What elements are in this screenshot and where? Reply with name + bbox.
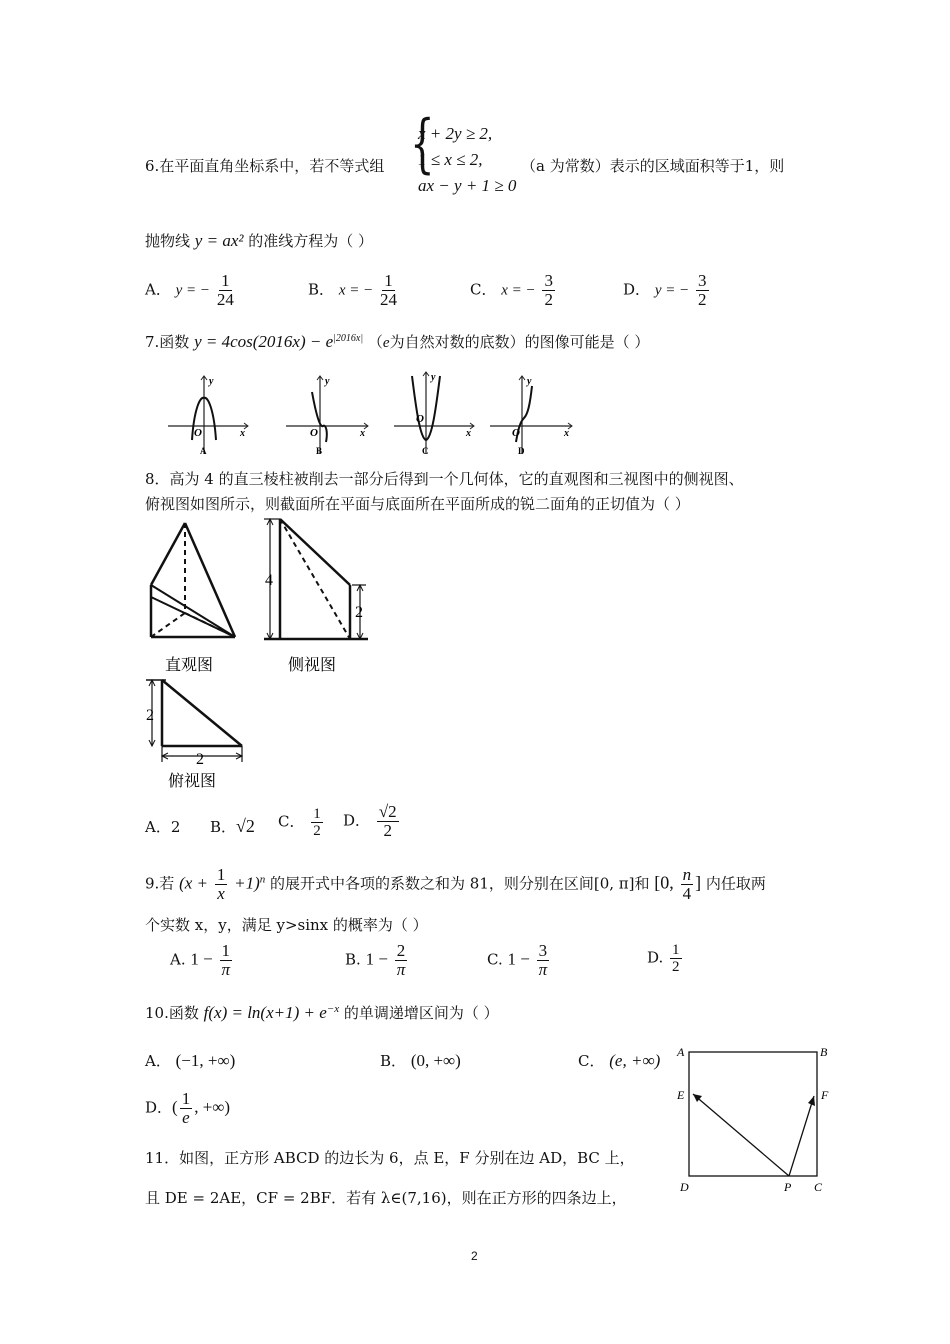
q7-graph-b-origin: O bbox=[310, 427, 318, 439]
q7-function: y = 4cos(2016x) − e bbox=[194, 332, 334, 351]
q8-option-d-label: D． bbox=[343, 811, 371, 830]
q7-graph-b-y: y bbox=[325, 376, 330, 387]
q9-stem-a: 9.若 bbox=[145, 874, 175, 893]
q6-line2 bbox=[145, 230, 373, 251]
q9-stem-b: 的展开式中各项的系数之和为 81，则分别在区间[0, π]和 bbox=[270, 874, 650, 893]
q8-option-d-den: 2 bbox=[383, 821, 392, 840]
q8-line1: 8．高为 4 的直三棱柱被削去一部分后得到一个几何体，它的直观图和三视图中的侧视图、 bbox=[145, 470, 744, 488]
q8-option-b-value: √2 bbox=[236, 816, 255, 836]
q10-option-c-label: C． bbox=[578, 1052, 605, 1070]
q10-option-d-label: D． bbox=[145, 1098, 173, 1117]
q8-option-c-den: 2 bbox=[313, 823, 321, 839]
q8-option-b[interactable] bbox=[210, 816, 255, 837]
q6-eq1: x + 2y ≥ 2, bbox=[418, 124, 493, 143]
q6-brace: { bbox=[410, 107, 435, 181]
q6-eq3: ax − y + 1 ≥ 0 bbox=[418, 176, 517, 195]
q6-option-d-label: D． bbox=[623, 280, 651, 299]
q6-option-b-label: B． bbox=[308, 280, 335, 299]
q8-option-d-num: √2 bbox=[378, 802, 397, 821]
q7-graph-d-origin: O bbox=[512, 427, 520, 439]
q6-note: （a 为常数）表示的区域面积等于1，则 bbox=[521, 157, 785, 175]
q7-graph-b-x: x bbox=[360, 428, 365, 439]
q8-option-a[interactable]: A．2 bbox=[145, 818, 181, 836]
q8-option-b-label: B． bbox=[210, 818, 237, 836]
q6-option-c-num: 3 bbox=[544, 271, 553, 290]
q7-graph-a-label: A bbox=[200, 446, 207, 456]
q10-option-b[interactable] bbox=[380, 1050, 461, 1071]
q9-option-b[interactable] bbox=[345, 942, 409, 979]
q9-option-a-lhs: 1 − bbox=[190, 949, 213, 969]
q9-option-a[interactable] bbox=[170, 942, 234, 979]
q10-exponent: −x bbox=[326, 1003, 340, 1015]
q8-figure-top-view bbox=[140, 674, 252, 792]
q6-option-d-den: 2 bbox=[698, 290, 707, 309]
q11-line2: 且 DE = 2AE，CF = 2BF．若有 λ∈(7,16)，则在正方形的四条边上， bbox=[145, 1189, 627, 1207]
q9-option-c-lhs: 1 − bbox=[507, 949, 530, 969]
q7-graph-c-origin: O bbox=[416, 413, 424, 425]
q6-option-b-den: 24 bbox=[380, 290, 397, 309]
q11-label-f: F bbox=[821, 1088, 829, 1102]
q10-option-b-label: B． bbox=[380, 1052, 407, 1070]
q7-stem bbox=[145, 331, 649, 352]
q7-graph-a-origin: O bbox=[194, 427, 202, 439]
q9-option-d-den: 2 bbox=[672, 959, 680, 975]
q9-option-c-label: C. bbox=[487, 950, 503, 969]
q9-expr-open: (x + bbox=[179, 873, 209, 893]
q6-eq2: 1 ≤ x ≤ 2, bbox=[418, 150, 483, 169]
q8-option-c-num: 1 bbox=[313, 806, 321, 822]
q6-option-a-lhs: y = − bbox=[175, 282, 211, 299]
q8-figure-intuitive bbox=[145, 515, 245, 680]
q6-parabola: y = ax² bbox=[194, 231, 244, 250]
q10-option-a[interactable] bbox=[145, 1050, 235, 1071]
q9-interval-den: 4 bbox=[682, 884, 692, 903]
q9-exponent: n bbox=[259, 873, 266, 886]
q6-option-c-lhs: x = − bbox=[501, 282, 536, 299]
q9-line2: 个实数 x，y，满足 y>sinx 的概率为（ ） bbox=[145, 916, 428, 934]
q9-interval-num: n bbox=[682, 865, 692, 884]
q10-option-a-value: (−1, +∞) bbox=[175, 1051, 236, 1070]
q8-top-label-2a: 2 bbox=[146, 707, 154, 724]
q9-option-b-lhs: 1 − bbox=[365, 949, 388, 969]
q7-graph-d[interactable] bbox=[486, 370, 576, 460]
q7-graph-c-y: y bbox=[431, 372, 436, 383]
q6-option-d-lhs: y = − bbox=[654, 282, 690, 299]
q9-option-c-num: 3 bbox=[538, 941, 548, 960]
q9-option-a-label: A. bbox=[170, 950, 186, 969]
q6-option-c-label: C． bbox=[470, 280, 497, 299]
q7-graph-a-y: y bbox=[209, 376, 214, 387]
q10-option-b-value: (0, +∞) bbox=[410, 1051, 461, 1070]
q9-option-b-label: B. bbox=[345, 950, 361, 969]
q11-label-p: P bbox=[784, 1180, 792, 1194]
q6-option-c[interactable] bbox=[470, 272, 557, 309]
q7-graph-c[interactable] bbox=[390, 368, 478, 460]
q8-side-label-4: 4 bbox=[265, 572, 273, 589]
q9-option-a-num: 1 bbox=[221, 941, 231, 960]
q6-option-c-den: 2 bbox=[544, 290, 553, 309]
q11-label-a: A bbox=[677, 1045, 685, 1059]
q6-intro: 6.在平面直角坐标系中，若不等式组 bbox=[145, 157, 385, 175]
q11-square-figure bbox=[672, 1038, 842, 1198]
q10-option-d-pre: ( bbox=[172, 1097, 178, 1117]
q10-stem-b: 的单调递增区间为（ ） bbox=[343, 1004, 499, 1022]
q6-option-a-label: A． bbox=[145, 280, 171, 299]
q9-option-d-label: D. bbox=[647, 948, 664, 967]
q8-top-label-2b: 2 bbox=[196, 751, 204, 768]
q7-e: e bbox=[382, 335, 390, 351]
q8-figure-side-view bbox=[258, 515, 373, 680]
q7-graph-a[interactable] bbox=[164, 370, 252, 460]
q10-option-d-num: 1 bbox=[181, 1089, 191, 1108]
q10-stem bbox=[145, 1002, 499, 1023]
q6-option-a[interactable] bbox=[145, 272, 236, 309]
q7-exponent: |2016x| bbox=[333, 333, 364, 344]
q6-option-a-num: 1 bbox=[221, 271, 230, 290]
q7-graph-a-x: x bbox=[240, 428, 245, 439]
q10-stem-a: 10.函数 bbox=[145, 1004, 199, 1022]
q9-option-d[interactable] bbox=[647, 942, 684, 975]
q6-system bbox=[418, 121, 516, 199]
q11-label-d: D bbox=[680, 1180, 689, 1194]
q10-function: f(x) = ln(x+1) + e bbox=[203, 1003, 327, 1022]
q6-option-b[interactable] bbox=[308, 272, 399, 309]
q6-option-b-num: 1 bbox=[384, 271, 393, 290]
q11-label-b: B bbox=[820, 1045, 828, 1059]
q8-fig2-caption: 侧视图 bbox=[288, 657, 337, 674]
q11-label-e: E bbox=[677, 1088, 685, 1102]
q8-side-label-2: 2 bbox=[355, 604, 363, 621]
q6-line2-b: 的准线方程为（ ） bbox=[248, 232, 374, 250]
q7-graph-c-label: C bbox=[422, 446, 429, 456]
q7-graph-b[interactable] bbox=[282, 370, 372, 460]
q7-stem-c: 为自然对数的底数）的图像可能是（ ） bbox=[389, 333, 650, 351]
q6-option-d-num: 3 bbox=[698, 271, 707, 290]
q10-option-c[interactable] bbox=[578, 1050, 660, 1071]
q10-option-d-post: , +∞) bbox=[194, 1097, 231, 1117]
q6-line2-a: 抛物线 bbox=[145, 232, 191, 250]
q7-graph-d-label: D bbox=[518, 446, 525, 456]
q9-option-a-den: π bbox=[221, 960, 231, 979]
q8-fig3-caption: 俯视图 bbox=[168, 773, 217, 790]
q9-option-c-den: π bbox=[538, 960, 548, 979]
q9-option-d-num: 1 bbox=[672, 942, 680, 958]
q7-stem-a: 7.函数 bbox=[145, 333, 190, 351]
q7-stem-b: （ bbox=[367, 333, 383, 351]
q11-line1: 11．如图，正方形 ABCD 的边长为 6，点 E，F 分别在边 AD，BC 上， bbox=[145, 1149, 635, 1167]
q8-option-c-label: C． bbox=[278, 812, 305, 831]
q9-option-b-den: π bbox=[396, 960, 406, 979]
q9-frac-den: x bbox=[217, 884, 225, 903]
q6-option-b-lhs: x = − bbox=[338, 282, 374, 299]
q8-option-c[interactable] bbox=[278, 806, 325, 839]
q9-stem bbox=[145, 866, 766, 903]
q8-fig1-caption: 直观图 bbox=[165, 657, 214, 674]
q9-interval-open: [0, bbox=[654, 872, 674, 893]
q9-option-b-num: 2 bbox=[396, 941, 406, 960]
q11-label-c: C bbox=[814, 1180, 823, 1194]
q8-option-d[interactable] bbox=[343, 803, 401, 840]
q7-graph-b-label: B bbox=[316, 446, 323, 456]
page-number: 2 bbox=[471, 1249, 478, 1263]
q10-option-c-value: (e, +∞) bbox=[609, 1051, 661, 1070]
q9-interval-close: ] bbox=[695, 872, 702, 893]
q6-option-a-den: 24 bbox=[216, 290, 234, 309]
q10-option-a-label: A． bbox=[145, 1052, 171, 1070]
q9-option-c[interactable] bbox=[487, 942, 551, 979]
q6-option-d[interactable] bbox=[623, 272, 711, 309]
q7-graph-c-x: x bbox=[466, 428, 471, 439]
q10-option-d-den: e bbox=[182, 1108, 190, 1127]
q9-frac-num: 1 bbox=[216, 865, 226, 884]
q9-expr-close: +1) bbox=[234, 873, 260, 893]
q8-line2: 俯视图如图所示，则截面所在平面与底面所在平面所成的锐二面角的正切值为（ ） bbox=[145, 495, 690, 513]
q9-stem-c: 内任取两 bbox=[705, 874, 766, 893]
q7-graph-d-y: y bbox=[527, 376, 532, 387]
q10-option-d[interactable] bbox=[145, 1090, 230, 1127]
q7-graph-d-x: x bbox=[564, 428, 569, 439]
